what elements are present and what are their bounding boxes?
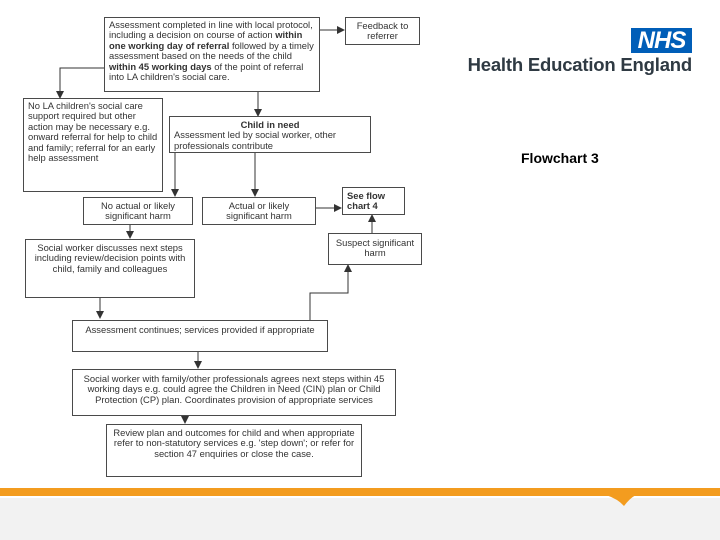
footer-band: [0, 488, 720, 540]
no-harm-box: [83, 197, 193, 225]
assessment-box: [104, 17, 320, 92]
actual-harm-box: [202, 197, 316, 225]
see-flow-box: [342, 187, 405, 215]
continues-text: Assessment continues; services provided if appropriate: [85, 324, 315, 335]
arrow-to-suspect: [310, 265, 348, 320]
health-education-england-logo: Health Education England: [467, 54, 692, 75]
see-flow-text: See flow chart 4: [347, 190, 386, 212]
no-la-support-box: [23, 98, 163, 192]
review-box: [106, 424, 362, 477]
discusses-text: Social worker discusses next steps including review/decision points with child, family and colleagues: [34, 242, 186, 274]
continues-box: [72, 320, 328, 352]
feedback-text: Feedback to referrer: [356, 20, 409, 42]
nhs-logo: NHS: [631, 28, 692, 53]
assessment-bold-1: within one working day of referral: [109, 29, 303, 51]
no-harm-text: No actual or likely significant harm: [101, 200, 175, 222]
arrow-to-no-la: [60, 68, 104, 98]
actual-harm-text: Actual or likely significant harm: [226, 200, 292, 222]
assessment-text-2: followed by a timely assessment based on the needs of the child: [109, 39, 314, 62]
review-text: Review plan and outcomes for child and when appropriate refer to non-statutory services e.g. 'step down'; or refer for section 47 enquiries or close the case.: [113, 427, 355, 459]
suspect-harm-text: Suspect significant harm: [335, 237, 415, 259]
child-in-need-box: [169, 116, 371, 153]
child-in-need-heading: Child in need: [240, 119, 300, 130]
child-in-need-text: Assessment led by social worker, other professionals contribute: [174, 129, 337, 151]
assessment-text-1: Assessment completed in line with local protocol, including a decision on course of action: [109, 19, 313, 41]
agrees-box: [72, 369, 396, 416]
suspect-harm-box: [328, 233, 422, 265]
assessment-text-3: of the point of referral into LA children's social care.: [109, 60, 304, 83]
assessment-bold-2: within 45 working days: [109, 60, 212, 72]
discusses-box: [25, 239, 195, 298]
flowchart-title: Flowchart 3: [521, 150, 599, 166]
no-la-support-text: No LA children's social care support required but other action may be necessary e.g. onward referral for help to child and family; referral for an early help assessment: [28, 100, 158, 164]
feedback-box: [345, 17, 420, 45]
agrees-text: Social worker with family/other professionals agrees next steps within 45 working days e.g. could agree the Children in Need (CIN) plan or Child Protection (CP) plan. Coordinates provision of appropriate services: [83, 373, 385, 405]
